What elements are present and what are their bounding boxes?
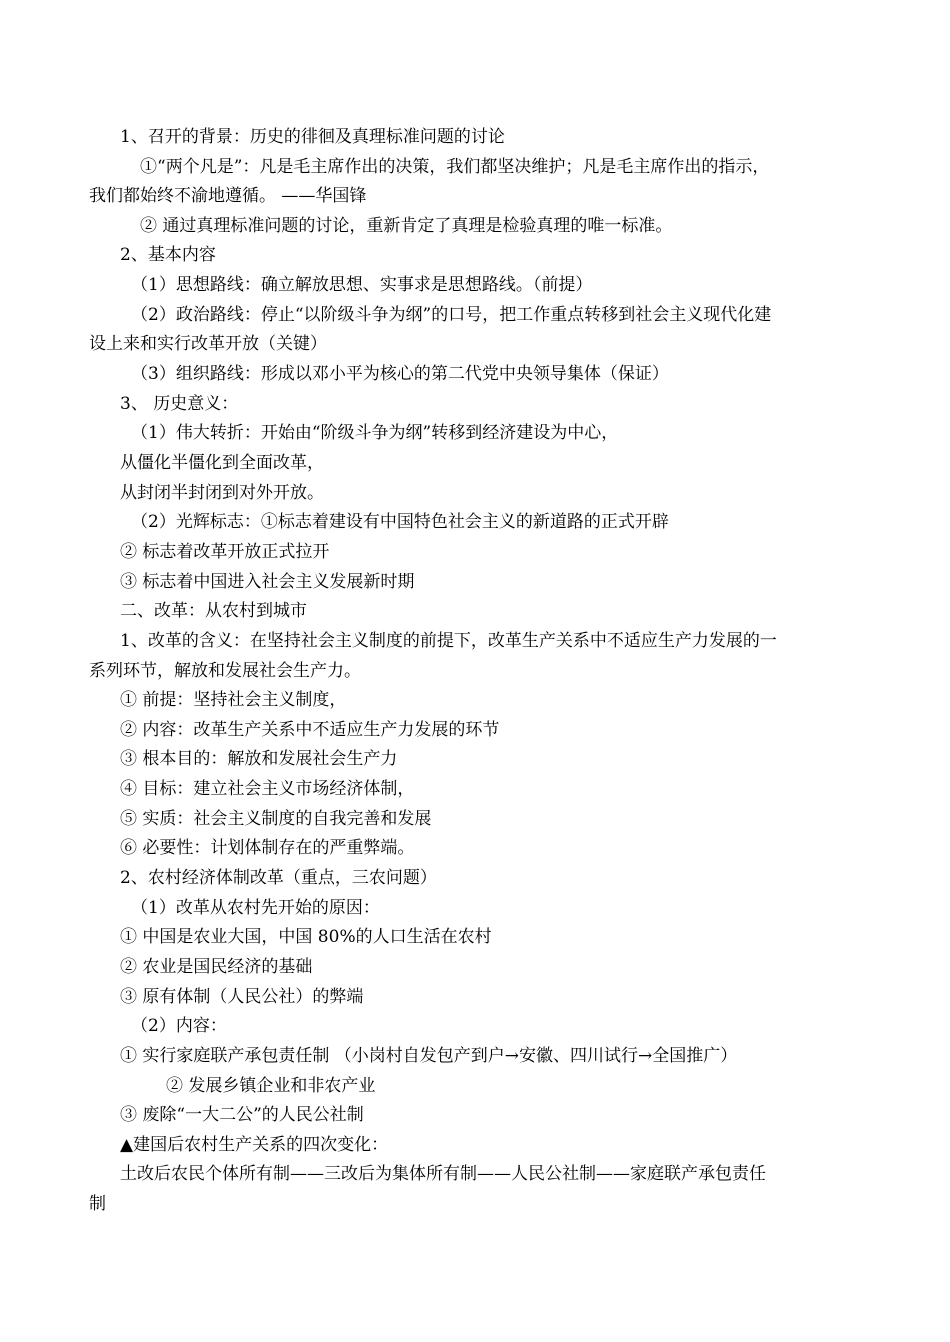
ideological-line: （1）思想路线：确立解放思想、实事求是思想路线。（前提）	[131, 275, 593, 295]
political-line-continuation: 设上来和实行改革开放（关键）	[89, 334, 327, 354]
glorious-sign-line: （2）光辉标志：①标志着建设有中国特色社会主义的新道路的正式开辟	[131, 512, 669, 532]
background-heading: 1、召开的背景：历史的徘徊及真理标准问题的讨论	[120, 127, 505, 147]
rural-reform-heading: 2、农村经济体制改革（重点，三农问题）	[120, 868, 437, 888]
significance-heading: 3、 历史意义：	[120, 394, 239, 414]
content-item-2: ② 发展乡镇企业和非农产业	[166, 1076, 376, 1096]
reform-item-essence: ⑤ 实质：社会主义制度的自我完善和发展	[120, 809, 432, 829]
reform-item-premise: ① 前提：坚持社会主义制度，	[120, 690, 347, 710]
section-two-heading: 二、改革：从农村到城市	[120, 601, 307, 621]
reform-meaning-line: 1、改革的含义：在坚持社会主义制度的前提下，改革生产关系中不适应生产力发展的一	[120, 631, 777, 651]
reform-meaning-continuation: 系列环节，解放和发展社会生产力。	[89, 661, 361, 681]
organizational-line: （3）组织路线：形成以邓小平为核心的第二代党中央领导集体（保证）	[131, 364, 669, 384]
two-whatevers-line: ①“两个凡是”：凡是毛主席作出的决策，我们都坚决维护；凡是毛主席作出的指示，	[140, 157, 770, 177]
four-changes-continuation: 制	[89, 1194, 106, 1214]
political-line: （2）政治路线：停止“以阶级斗争为纲”的口号，把工作重点转移到社会主义现代化建	[131, 305, 772, 325]
great-turning-line: （1）伟大转折：开始由“阶级斗争为纲”转移到经济建设为中心，	[131, 423, 619, 443]
basic-content-heading: 2、基本内容	[120, 245, 216, 265]
four-changes-heading: ▲建国后农村生产关系的四次变化：	[120, 1135, 389, 1155]
four-changes-line: 土改后农民个体所有制——三改后为集体所有制——人民公社制——家庭联产承包责任	[120, 1164, 766, 1184]
reform-line: 从僵化半僵化到全面改革，	[120, 453, 324, 473]
truth-criterion-line: ② 通过真理标准问题的讨论，重新肯定了真理是检验真理的唯一标准。	[140, 216, 673, 236]
rural-reasons-heading: （1）改革从农村先开始的原因：	[131, 898, 380, 918]
content-item-1: ① 实行家庭联产承包责任制 （小岗村自发包产到户→安徽、四川试行→全国推广）	[120, 1046, 738, 1066]
opening-line: 从封闭半封闭到对外开放。	[120, 483, 324, 503]
reason-item-3: ③ 原有体制（人民公社）的弊端	[120, 987, 364, 1007]
reform-item-goal: ④ 目标：建立社会主义市场经济体制，	[120, 779, 415, 799]
reform-item-content: ② 内容：改革生产关系中不适应生产力发展的环节	[120, 720, 500, 740]
reform-item-purpose: ③ 根本目的：解放和发展社会生产力	[120, 749, 398, 769]
two-whatevers-continuation: 我们都始终不渝地遵循。 ——华国锋	[89, 186, 367, 206]
content-item-3: ③ 废除“一大二公”的人民公社制	[120, 1105, 364, 1125]
sign-item-2: ② 标志着改革开放正式拉开	[120, 542, 330, 562]
reform-item-necessity: ⑥ 必要性：计划体制存在的严重弊端。	[120, 838, 415, 858]
rural-content-heading: （2）内容：	[131, 1016, 227, 1036]
reason-item-2: ② 农业是国民经济的基础	[120, 957, 313, 977]
reason-item-1: ① 中国是农业大国，中国 80%的人口生活在农村	[120, 927, 492, 947]
sign-item-3: ③ 标志着中国进入社会主义发展新时期	[120, 572, 415, 592]
